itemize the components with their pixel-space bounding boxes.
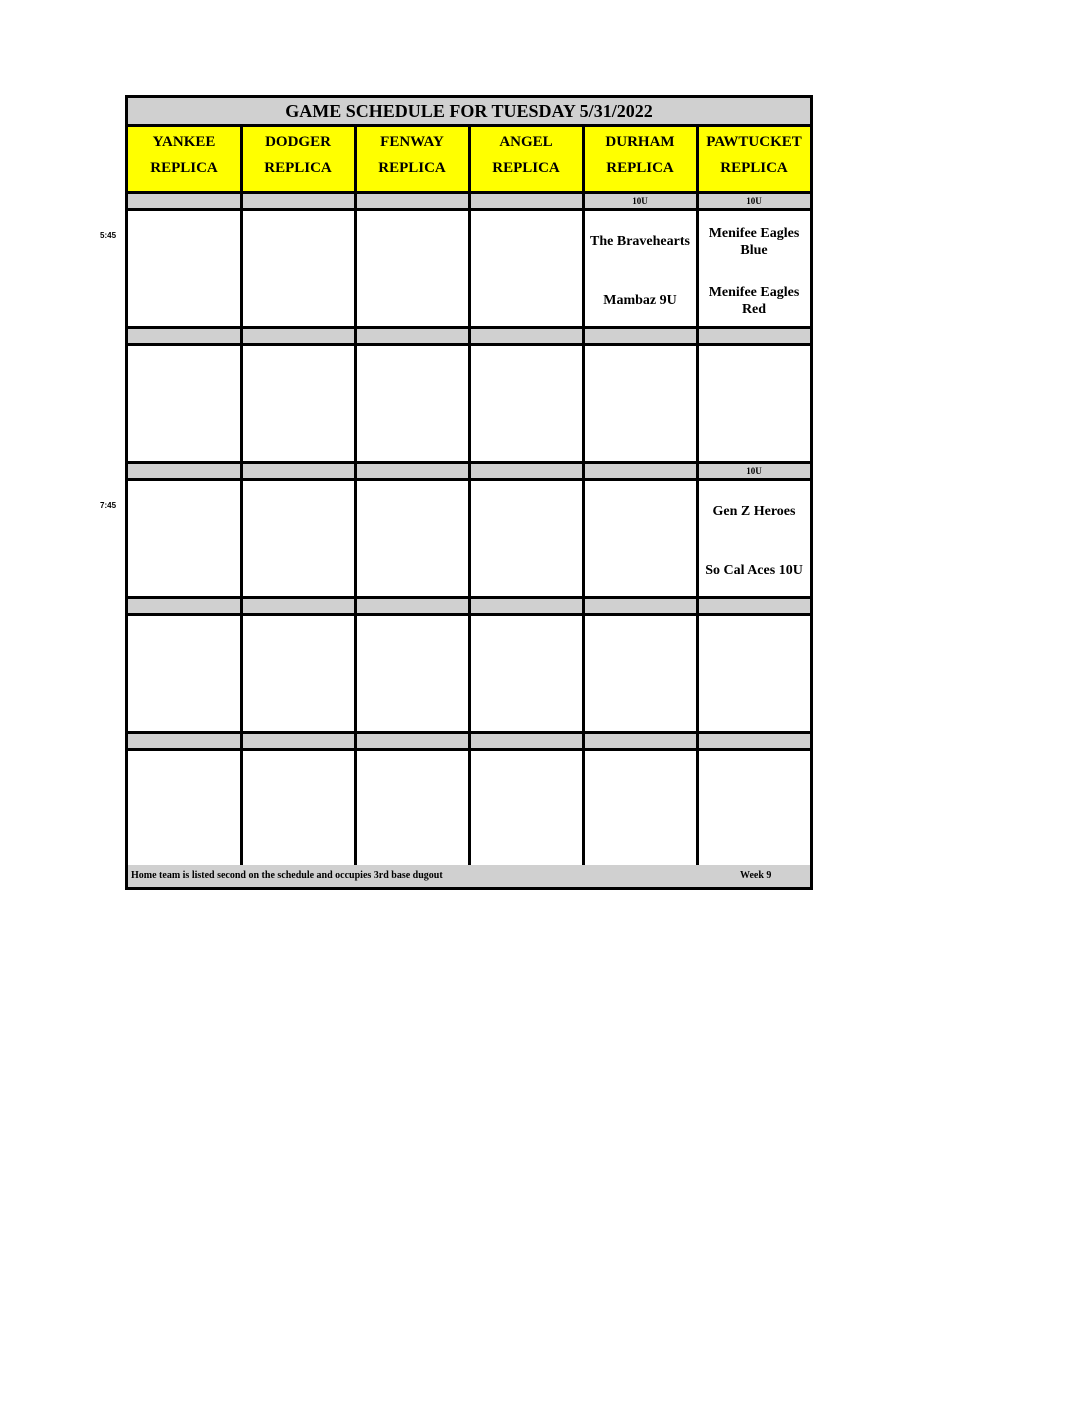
- game-cell: [128, 751, 240, 866]
- game-cell: [356, 616, 468, 731]
- field-header-5: [698, 127, 810, 191]
- home-team: Menifee Eagles Red: [708, 285, 800, 317]
- age-division-label: [470, 734, 582, 748]
- schedule-title: GAME SCHEDULE FOR TUESDAY 5/31/2022: [128, 98, 810, 127]
- age-division-label: 10U: [632, 196, 648, 206]
- game-cell: [242, 346, 354, 461]
- grid-line-vertical: [240, 124, 243, 865]
- field-name: DURHAM: [605, 134, 675, 150]
- field-name: PAWTUCKET: [706, 134, 802, 150]
- game-cell: [584, 481, 696, 596]
- field-subtitle: REPLICA: [264, 160, 332, 176]
- age-division-label: [356, 599, 468, 613]
- game-cell: [698, 616, 810, 731]
- age-division-label: [128, 734, 240, 748]
- game-cell: [584, 616, 696, 731]
- age-division-label: [584, 599, 696, 613]
- schedule-footer: [128, 865, 810, 887]
- age-division-label: [356, 329, 468, 343]
- field-subtitle: REPLICA: [720, 160, 788, 176]
- field-name: DODGER: [265, 134, 331, 150]
- field-name: YANKEE: [152, 134, 216, 150]
- age-division-label: [584, 464, 696, 478]
- home-team: Mambaz 9U: [603, 293, 677, 308]
- age-division-label: [128, 599, 240, 613]
- game-cell: [356, 346, 468, 461]
- grid-line-vertical: [354, 124, 357, 865]
- game-cell: [584, 751, 696, 866]
- grid-line-vertical: [696, 124, 699, 865]
- age-division-label: [584, 329, 696, 343]
- age-division-label: [470, 194, 582, 208]
- game-cell: [242, 751, 354, 866]
- away-team: The Bravehearts: [590, 234, 690, 249]
- slot-time: 7:45: [100, 501, 117, 510]
- game-cell: [128, 481, 240, 596]
- away-team: Menifee Eagles Blue: [708, 226, 800, 258]
- field-name: FENWAY: [380, 134, 444, 150]
- field-subtitle: REPLICA: [150, 160, 218, 176]
- age-division-label: [128, 194, 240, 208]
- age-division-label: [470, 464, 582, 478]
- game-cell: [356, 481, 468, 596]
- age-division-label: [242, 329, 354, 343]
- game-cell: [698, 481, 810, 596]
- age-division-label: 10U: [746, 196, 762, 206]
- game-cell: [470, 211, 582, 326]
- game-cell: [584, 346, 696, 461]
- grid-line-vertical: [582, 124, 585, 865]
- age-division-label: [128, 329, 240, 343]
- game-cell: [128, 211, 240, 326]
- game-cell: [242, 481, 354, 596]
- game-cell: [356, 751, 468, 866]
- field-subtitle: REPLICA: [492, 160, 560, 176]
- away-team: Gen Z Heroes: [712, 504, 796, 519]
- game-cell: [470, 481, 582, 596]
- home-team: So Cal Aces 10U: [705, 563, 803, 578]
- age-division-label: [698, 599, 810, 613]
- game-cell: [128, 346, 240, 461]
- age-division-label: [470, 599, 582, 613]
- game-cell: [242, 211, 354, 326]
- field-header-0: [128, 127, 240, 191]
- age-division-label: [242, 599, 354, 613]
- field-name: ANGEL: [499, 134, 553, 150]
- schedule-sheet: [125, 95, 813, 890]
- field-header-2: [356, 127, 468, 191]
- game-cell: [470, 616, 582, 731]
- age-division-label: [698, 734, 810, 748]
- game-cell: [470, 751, 582, 866]
- field-subtitle: REPLICA: [378, 160, 446, 176]
- age-division-label: [356, 734, 468, 748]
- age-division-label: [356, 194, 468, 208]
- game-cell: [698, 211, 810, 326]
- week-label: Week 9: [740, 870, 772, 881]
- game-cell: [698, 346, 810, 461]
- age-division-label: [470, 329, 582, 343]
- game-cell: [584, 211, 696, 326]
- field-header-1: [242, 127, 354, 191]
- game-cell: [356, 211, 468, 326]
- age-division-label: [242, 464, 354, 478]
- age-division-label: [584, 734, 696, 748]
- grid-line-vertical: [468, 124, 471, 865]
- field-header-3: [470, 127, 582, 191]
- age-division-label: [128, 464, 240, 478]
- age-division-label: 10U: [746, 466, 762, 476]
- game-cell: [470, 346, 582, 461]
- game-cell: [128, 616, 240, 731]
- age-division-label: [356, 464, 468, 478]
- field-subtitle: REPLICA: [606, 160, 674, 176]
- slot-time: 5:45: [100, 231, 117, 240]
- age-division-label: [242, 734, 354, 748]
- age-division-label: [242, 194, 354, 208]
- field-header-4: [584, 127, 696, 191]
- game-cell: [698, 751, 810, 866]
- game-cell: [242, 616, 354, 731]
- home-team-note: Home team is listed second on the schedule and occupies 3rd base dugout: [131, 870, 443, 881]
- age-division-label: [698, 329, 810, 343]
